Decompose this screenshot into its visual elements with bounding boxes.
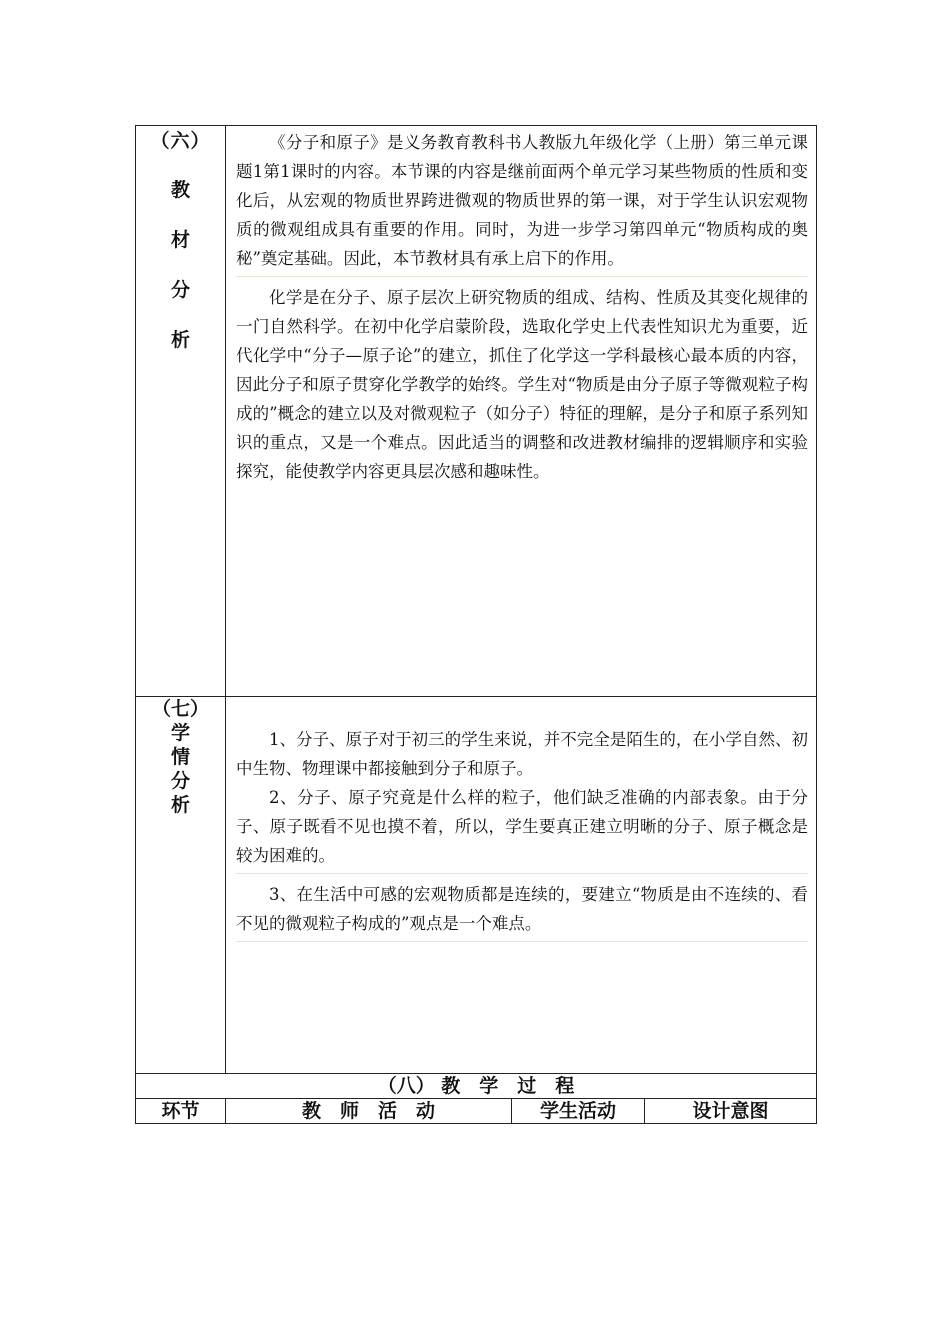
paragraph: 《分子和原子》是义务教育教科书人教版九年级化学（上册）第三单元课题1第1课时的内容。本节课的内容是继前面两个单元学习某些物质的性质和变化后，从宏观的物质世界跨进微观的物质世界的第一课，对于学生认识宏观物质的微观组成具有重要的作用。同时，为进一步学习第四单元“物质构成的奥秘”奠定基础。因此，本节教材具有承上启下的作用。	[236, 128, 808, 277]
column-design-intent: 设计意图	[645, 1099, 817, 1124]
label-char: 析	[170, 794, 190, 816]
label-char: 教	[170, 179, 190, 201]
column-student-activity: 学生活动	[512, 1099, 645, 1124]
column-stage: 环节	[136, 1099, 226, 1124]
paragraph: 2、分子、原子究竟是什么样的粒子，他们缺乏准确的内部表象。由于分子、原子既看不见也摸不着，所以，学生要真正建立明晰的分子、原子概念是较为困难的。	[236, 783, 808, 874]
label-char: 分	[170, 770, 190, 792]
section-six-number: （六）	[150, 130, 211, 152]
teaching-process-header	[136, 1074, 817, 1099]
label-char: 学	[170, 722, 190, 744]
paragraph: 1、分子、原子对于初三的学生来说，并不完全是陌生的，在小学自然、初中生物、物理课中都接触到分子和原子。	[236, 730, 809, 778]
student-analysis-label	[136, 697, 226, 1074]
textbook-analysis-content	[226, 126, 817, 697]
column-teacher-activity: 教 师 活 动	[226, 1099, 512, 1124]
student-analysis-row	[136, 697, 817, 1074]
paragraph: 化学是在分子、原子层次上研究物质的组成、结构、性质及其变化规律的一门自然科学。在初中化学启蒙阶段，选取化学史上代表性知识尤为重要，近代化学中“分子—原子论”的建立，抓住了化学这一学科最核心最本质的内容，因此分子和原子贯穿化学教学的始终。学生对“物质是由分子原子等微观粒子构成的”概念的建立以及对微观粒子（如分子）特征的理解，是分子和原子系列知识的重点，又是一个难点。因此适当的调整和改进教材编排的逻辑顺序和实验探究，能使教学内容更具层次感和趣味性。	[236, 288, 809, 481]
column-header-row	[136, 1099, 817, 1124]
lesson-plan-table	[135, 125, 817, 1124]
teaching-process-title: （八） 教 学 过 程	[136, 1074, 817, 1099]
textbook-analysis-label	[136, 126, 226, 697]
label-char: 情	[170, 746, 190, 768]
paragraph: 3、在生活中可感的宏观物质都是连续的，要建立“物质是由不连续的、看不见的微观粒子构成的”观点是一个难点。	[236, 880, 808, 942]
label-char: 材	[170, 229, 190, 251]
section-seven-number: （七）	[151, 698, 209, 720]
student-analysis-content	[226, 697, 817, 1074]
label-char: 分	[170, 279, 190, 301]
textbook-analysis-row	[136, 126, 817, 697]
label-char: 析	[170, 329, 190, 351]
